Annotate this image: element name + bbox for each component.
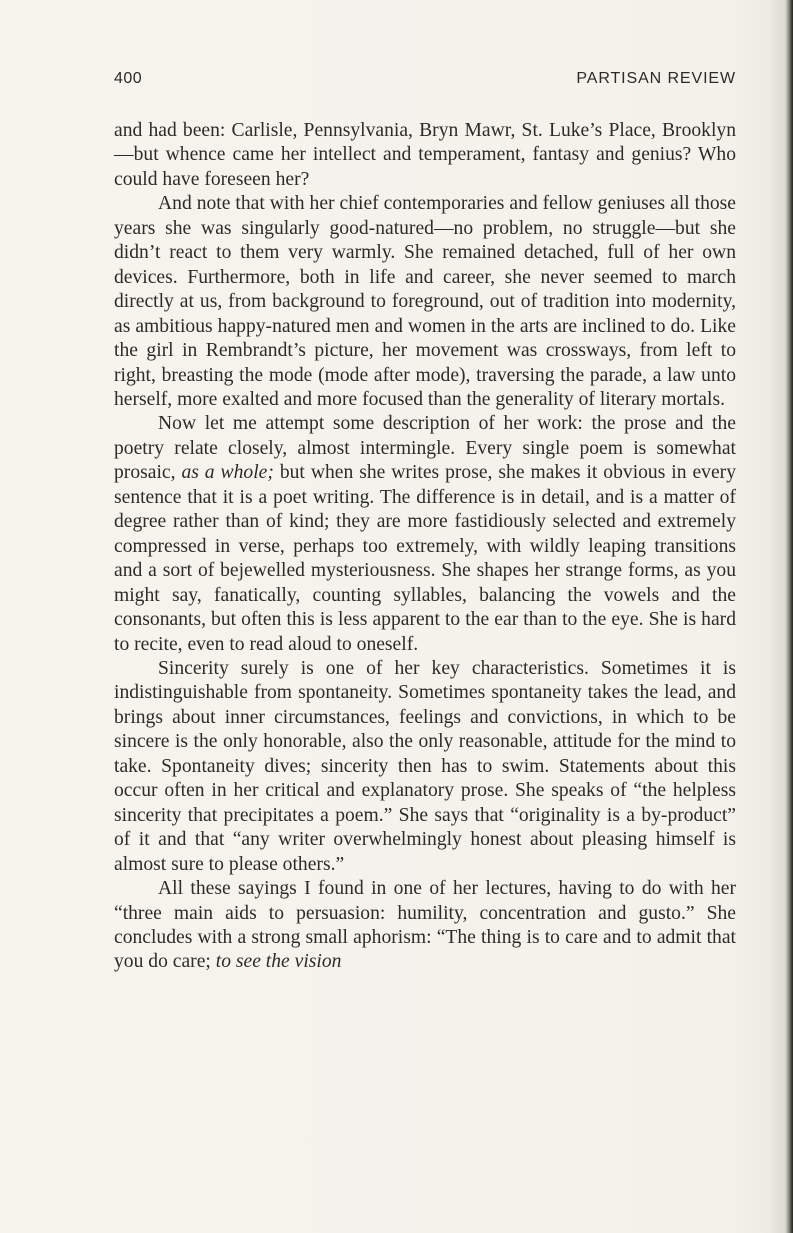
text-segment: Sincerity surely is one of her key characteristics. Sometimes it is indistinguishable from spontaneity. Sometimes spontaneity takes the lead, and brings about inner circumstances, feelings and convictions, in which to be sincere is the only honorable, also the only reasonable, attitude for the mind to take. Spontaneity dives; sincerity then has to swim. Statements about this occur often in her critical and explanatory prose. She speaks of “the helpless sincerity that precipitates a poem.” She says that “originality is a by-product” of it and that “any writer overwhelmingly honest about pleasing himself is almost sure to please others.” <box>114 657 736 875</box>
running-head <box>114 70 736 94</box>
paragraph-4 <box>114 657 736 877</box>
page-number: 400 <box>114 70 143 87</box>
paragraph-5 <box>114 877 736 975</box>
journal-title: PARTISAN REVIEW <box>576 70 736 87</box>
page-edge-shadow <box>785 0 793 1233</box>
text-segment: Now let me attempt some description of her work: the prose and the poetry relate closely, almost intermingle. Every single poem is somewhat prosaic, <box>114 413 736 484</box>
italic-phrase: as a whole; <box>181 462 274 484</box>
paragraph-3 <box>114 412 736 657</box>
article-body <box>114 119 736 975</box>
text-segment: All these sayings I found in one of her lectures, having to do with her “three main aids to persuasion: humility, concentration and gusto.” She concludes with a strong small aphorism: “The thing is to care and to admit that you do care; <box>114 878 736 973</box>
italic-phrase: to see the vision <box>215 951 342 973</box>
text-segment: and had been: Carlisle, Pennsylvania, Bryn Mawr, St. Luke’s Place, Brooklyn—but whence came her intellect and temperament, fantasy and genius? Who could have foreseen her? <box>114 120 736 190</box>
paragraph-2 <box>114 192 736 412</box>
text-segment: And note that with her chief contemporaries and fellow geniuses all those years she was singularly good-natured—no problem, no struggle—but she didn’t react to them very warmly. She remained detached, full of her own devices. Furthermore, both in life and career, she never seemed to march directly at us, from background to foreground, out of tradition into modernity, as ambitious happy-natured men and women in the arts are inclined to do. Like the girl in Rembrandt’s picture, her movement was crossways, from left to right, breasting the mode (mode after mode), traversing the parade, a law unto herself, more exalted and more focused than the generality of literary mortals. <box>114 193 736 410</box>
text-segment: but when she writes prose, she makes it obvious in every sentence that it is a poet writing. The difference is in detail, and is a matter of degree rather than of kind; they are more fastidiously selected and extremely compressed in verse, perhaps too extremely, with wildly leaping transitions and a sort of bejewelled mysteriousness. She shapes her strange forms, as you might say, fanatically, counting syllables, balancing the vowels and the consonants, but often this is less apparent to the ear than to the eye. She is hard to recite, even to read aloud to oneself. <box>114 462 737 655</box>
paragraph-1 <box>114 119 736 192</box>
